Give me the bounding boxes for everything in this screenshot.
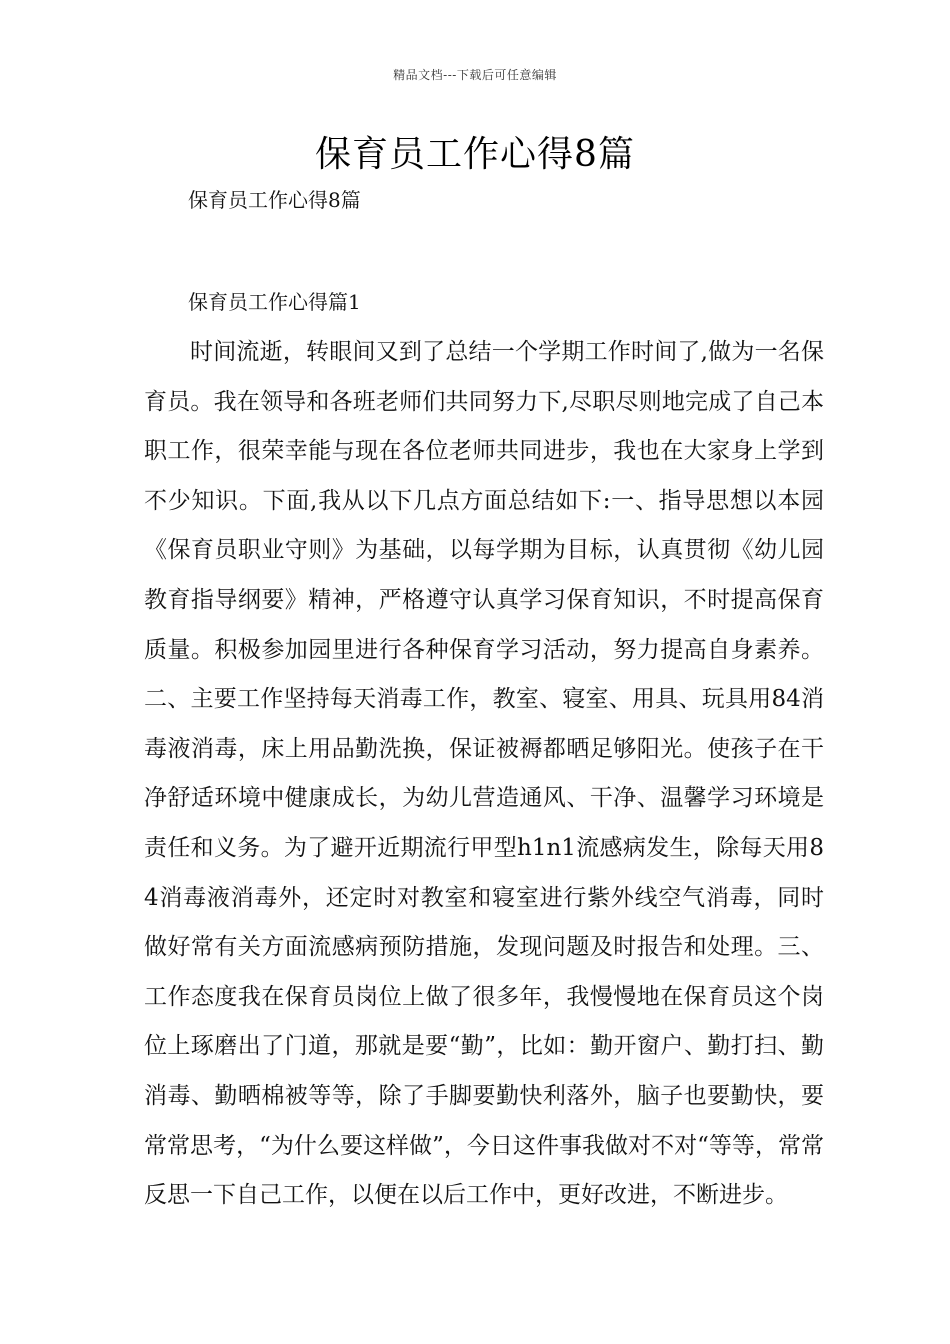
document-subtitle: 保育员工作心得8篇 bbox=[188, 188, 361, 212]
document-title: 保育员工作心得8篇 bbox=[315, 134, 635, 175]
body-paragraph: 时间流逝，转眼间又到了总结一个学期工作时间了,做为一名保育员。我在领导和各班老师们共同努力下,尽职尽则地完成了自己本职工作，很荣幸能与现在各位老师共同进步，我也在大家身上学到不少知识。下面,我从以下几点方面总结如下:一、指导思想以本园《保育员职业守则》为基础，以每学期为目标，认真贯彻《幼儿园教育指导纲要》精神，严格遵守认真学习保育知识，不时提高保育质量。积极参加园里进行各种保育学习活动，努力提高自身素养。二、主要工作坚持每天消毒工作，教室、寝室、用具、玩具用84消毒液消毒，床上用品勤洗换，保证被褥都晒足够阳光。使孩子在干净舒适环境中健康成长，为幼儿营造通风、干净、温馨学习环境是责任和义务。为了避开近期流行甲型h1n1流感病发生，除每天用84消毒液消毒外，还定时对教室和寝室进行紫外线空气消毒，同时做好常有关方面流感病预防措施，发现问题及时报告和处理。三、工作态度我在保育员岗位上做了很多年，我慢慢地在保育员这个岗位上琢磨出了门道，那就是要“勤”，比如：勤开窗户、勤打扫、勤消毒、勤晒棉被等等，除了手脚要勤快利落外，脑子也要勤快，要常常思考，“为什么要这样做”，今日这件事我做对不对“等等，常常反思一下自己工作，以便在以后工作中，更好改进，不断进步。 bbox=[144, 339, 824, 1209]
header-note: 精品文档---下载后可任意编辑 bbox=[393, 68, 557, 82]
section-heading: 保育员工作心得篇1 bbox=[188, 290, 361, 314]
